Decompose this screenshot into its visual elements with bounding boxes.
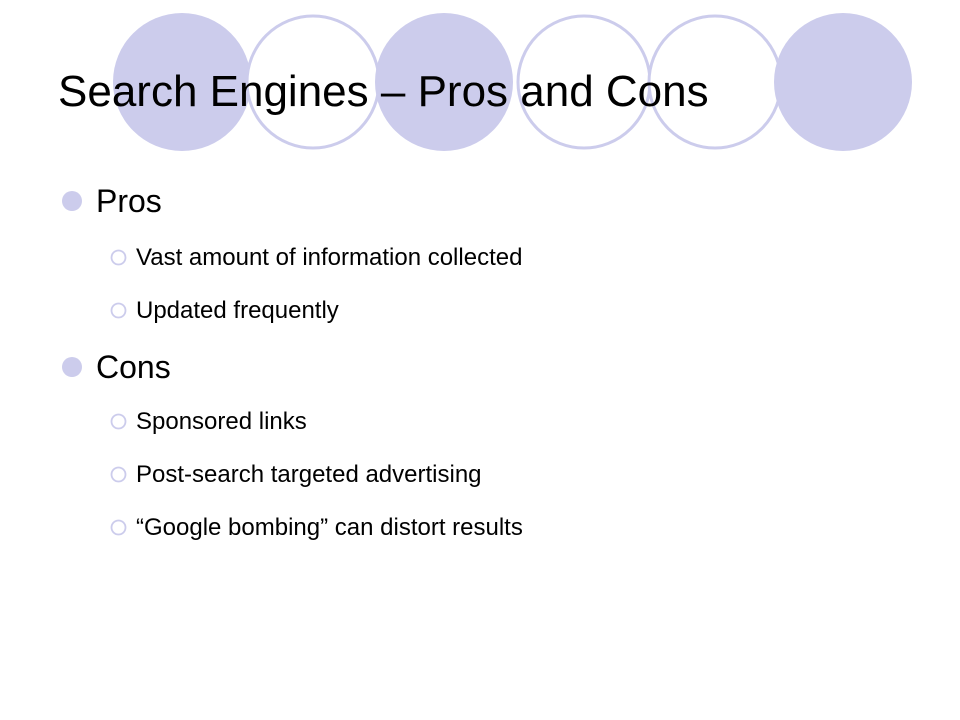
list-item: Sponsored links	[136, 408, 307, 435]
list-item: Post-search targeted advertising	[136, 461, 482, 488]
filled-circle-bullet-icon	[62, 357, 82, 377]
list-item: Updated frequently	[136, 297, 339, 324]
hollow-circle-bullet-icon	[110, 249, 127, 266]
hollow-circle-bullet-icon	[110, 519, 127, 536]
section-heading-pros: Pros	[96, 183, 162, 219]
section-heading-cons: Cons	[96, 349, 171, 385]
hollow-circle-bullet-icon	[110, 466, 127, 483]
hollow-circle-bullet-icon	[110, 302, 127, 319]
list-item: “Google bombing” can distort results	[136, 514, 523, 541]
hollow-circle-bullet-icon	[110, 413, 127, 430]
slide-title: Search Engines – Pros and Cons	[58, 67, 709, 116]
filled-circle-bullet-icon	[62, 191, 82, 211]
list-item: Vast amount of information collected	[136, 244, 523, 271]
